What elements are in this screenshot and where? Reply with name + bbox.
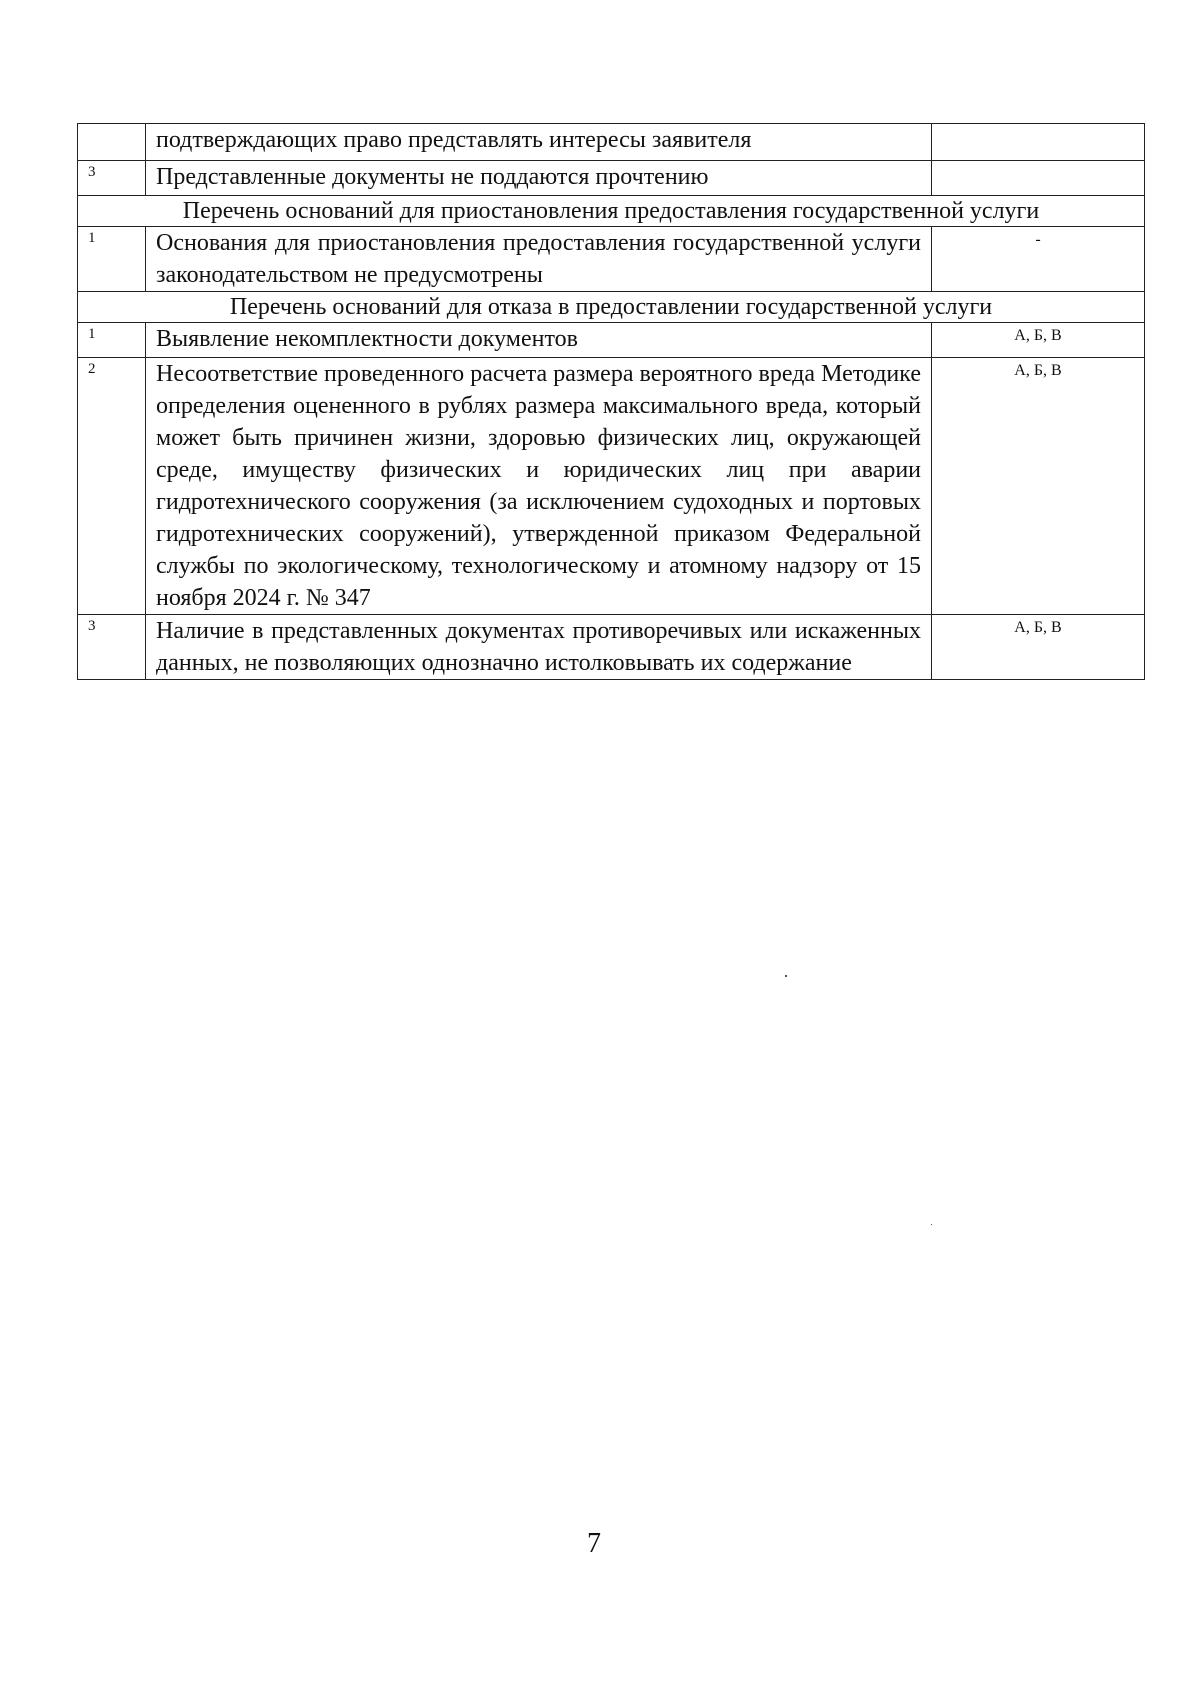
section-title: Перечень оснований для отказа в предоставлении государственной услуги <box>78 292 1145 323</box>
section-title: Перечень оснований для приостановления предоставления государственной услуги <box>78 196 1145 227</box>
row-codes: А, Б, В <box>932 323 1145 358</box>
row-codes <box>932 161 1145 196</box>
grounds-table <box>77 123 1145 680</box>
page-number: 7 <box>587 1528 601 1559</box>
table-row <box>78 227 1145 292</box>
row-codes: А, Б, В <box>932 358 1145 615</box>
scan-speck <box>785 975 787 977</box>
row-number: 1 <box>78 323 146 358</box>
row-text: Наличие в представленных документах противоречивых или искаженных данных, не позволяющих однозначно истолковывать их содержание <box>146 615 932 680</box>
row-text: Выявление некомплектности документов <box>146 323 932 358</box>
scan-speck <box>931 1224 932 1225</box>
row-number <box>78 124 146 161</box>
section-header-suspension <box>78 196 1145 227</box>
row-number: 3 <box>78 161 146 196</box>
row-number: 2 <box>78 358 146 615</box>
table-row <box>78 323 1145 358</box>
section-header-refusal <box>78 292 1145 323</box>
row-codes <box>932 124 1145 161</box>
table-row <box>78 615 1145 680</box>
row-codes: - <box>932 227 1145 292</box>
row-number: 1 <box>78 227 146 292</box>
row-text: подтверждающих право представлять интересы заявителя <box>146 124 932 161</box>
table-row-continuation <box>78 124 1145 161</box>
row-codes: А, Б, В <box>932 615 1145 680</box>
row-text: Представленные документы не поддаются прочтению <box>146 161 932 196</box>
row-text: Несоответствие проведенного расчета размера вероятного вреда Методике определения оцененного в рублях размера максимального вреда, который может быть причинен жизни, здоровью физических лиц, окружающей среде, имуществу физических и юридических лиц при аварии гидротехнического сооружения (за исключением судоходных и портовых гидротехнических сооружений), утвержденной приказом Федеральной службы по экологическому, технологическому и атомному надзору от 15 ноября 2024 г. № 347 <box>146 358 932 615</box>
row-text: Основания для приостановления предоставления государственной услуги законодательством не предусмотрены <box>146 227 932 292</box>
row-number: 3 <box>78 615 146 680</box>
table-row-unreadable <box>78 161 1145 196</box>
table-row <box>78 358 1145 615</box>
